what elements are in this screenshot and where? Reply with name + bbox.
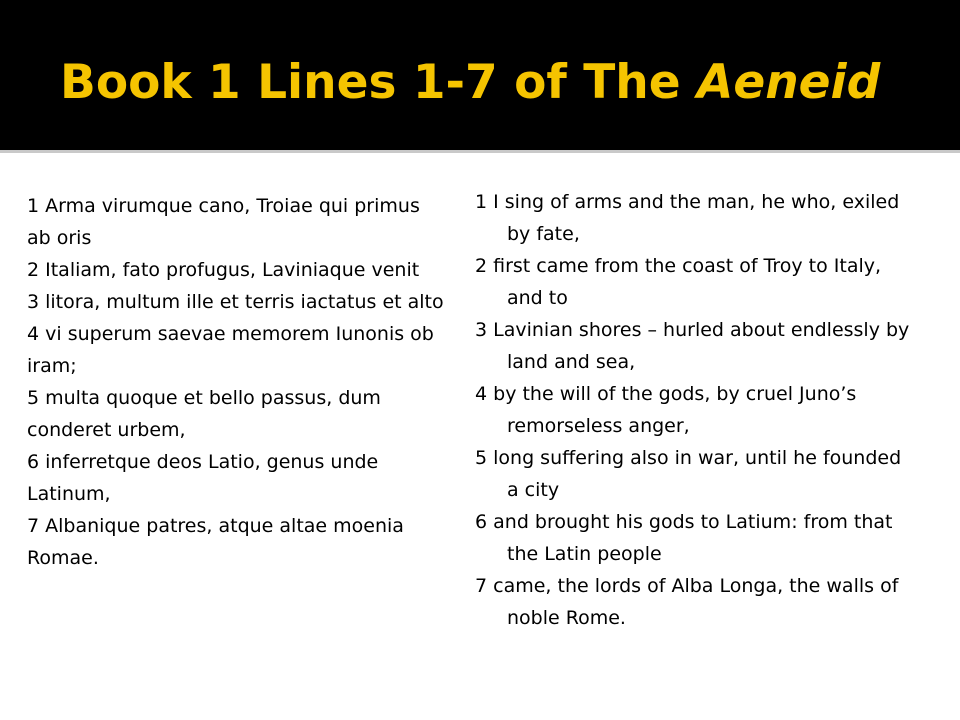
- latin-line: 1 Arma virumque cano, Troiae qui primus ab oris: [27, 195, 420, 249]
- latin-line: 2 Italiam, fato profugus, Laviniaque venit: [27, 259, 420, 281]
- latin-line: 4 vi superum saevae memorem Iunonis ob iram;: [27, 323, 434, 377]
- english-translation-column: [475, 186, 915, 634]
- latin-line: 5 multa quoque et bello passus, dum conderet urbem,: [27, 387, 381, 441]
- english-line: 3 Lavinian shores – hurled about endlessly by land and sea,: [475, 319, 910, 373]
- title-bar: [0, 0, 960, 150]
- english-line: 5 long suffering also in war, until he founded a city: [475, 447, 902, 501]
- english-line: 7 came, the lords of Alba Longa, the walls of noble Rome.: [475, 575, 899, 629]
- english-line: 2 first came from the coast of Troy to Italy, and to: [475, 255, 882, 309]
- english-line: 4 by the will of the gods, by cruel Juno’s remorseless anger,: [475, 383, 857, 437]
- latin-line: 6 inferretque deos Latio, genus unde Latinum,: [27, 451, 379, 505]
- english-line: 1 I sing of arms and the man, he who, exiled by fate,: [475, 191, 900, 245]
- latin-text-column: [27, 190, 445, 574]
- slide-title: [60, 48, 880, 118]
- english-line: 6 and brought his gods to Latium: from that the Latin people: [475, 511, 893, 565]
- slide-content: [0, 156, 960, 720]
- slide-title-italic: Aeneid: [696, 55, 881, 110]
- latin-line: 7 Albanique patres, atque altae moenia Romae.: [27, 515, 404, 569]
- latin-line: 3 litora, multum ille et terris iactatus et alto: [27, 291, 444, 313]
- slide-title-text: Book 1 Lines 1-7 of The: [60, 55, 697, 110]
